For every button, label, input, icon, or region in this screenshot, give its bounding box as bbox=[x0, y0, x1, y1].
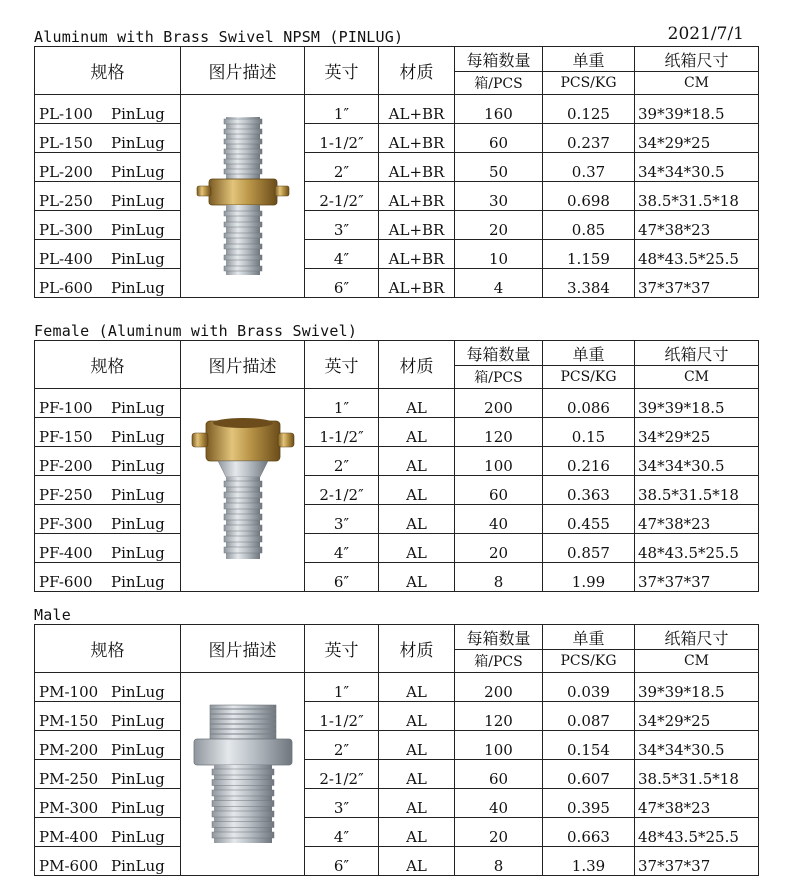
inch-cell: 1-1/2″ bbox=[305, 124, 379, 153]
model-name: PinLug bbox=[111, 683, 165, 701]
model-name: PinLug bbox=[111, 105, 165, 123]
header-qty-unit: 箱/PCS bbox=[455, 366, 543, 389]
qty-cell: 60 bbox=[455, 476, 543, 505]
table-header-row bbox=[35, 47, 759, 72]
spec-cell bbox=[35, 211, 181, 240]
inch-cell: 2″ bbox=[305, 447, 379, 476]
model-code: PF-300 bbox=[39, 515, 93, 533]
header-image: 图片描述 bbox=[181, 47, 305, 95]
table-row bbox=[35, 731, 759, 760]
table-row bbox=[35, 389, 759, 418]
header-carton: 纸箱尺寸 bbox=[635, 341, 759, 366]
weight-cell: 0.039 bbox=[543, 673, 635, 702]
model-name: PinLug bbox=[111, 573, 165, 591]
product-image bbox=[181, 95, 305, 298]
table-row bbox=[35, 760, 759, 789]
material-cell: AL bbox=[379, 847, 455, 876]
qty-cell: 4 bbox=[455, 269, 543, 298]
carton-cell: 48*43.5*25.5 bbox=[635, 240, 759, 269]
spec-cell bbox=[35, 563, 181, 592]
model-name: PinLug bbox=[111, 712, 165, 730]
product-image bbox=[181, 673, 305, 876]
model-code: PF-250 bbox=[39, 486, 93, 504]
qty-cell: 120 bbox=[455, 418, 543, 447]
inch-cell: 3″ bbox=[305, 211, 379, 240]
material-cell: AL bbox=[379, 789, 455, 818]
weight-cell: 0.363 bbox=[543, 476, 635, 505]
qty-cell: 8 bbox=[455, 847, 543, 876]
spec-cell bbox=[35, 124, 181, 153]
material-cell: AL bbox=[379, 673, 455, 702]
material-cell: AL bbox=[379, 476, 455, 505]
header-material: 材质 bbox=[379, 625, 455, 673]
weight-cell: 0.125 bbox=[543, 95, 635, 124]
weight-cell: 0.237 bbox=[543, 124, 635, 153]
product-image bbox=[181, 389, 305, 592]
inch-cell: 4″ bbox=[305, 240, 379, 269]
section-title: Male bbox=[34, 606, 71, 624]
qty-cell: 8 bbox=[455, 563, 543, 592]
weight-cell: 0.37 bbox=[543, 153, 635, 182]
material-cell: AL bbox=[379, 447, 455, 476]
model-code: PL-300 bbox=[39, 221, 93, 239]
model-code: PL-600 bbox=[39, 279, 93, 297]
spec-cell bbox=[35, 269, 181, 298]
spec-cell bbox=[35, 476, 181, 505]
spec-cell bbox=[35, 702, 181, 731]
model-name: PinLug bbox=[111, 828, 165, 846]
header-material: 材质 bbox=[379, 47, 455, 95]
spec-cell bbox=[35, 505, 181, 534]
header-material: 材质 bbox=[379, 341, 455, 389]
pinlug-swivel-coupling-icon bbox=[181, 111, 304, 281]
qty-cell: 200 bbox=[455, 389, 543, 418]
model-code: PF-150 bbox=[39, 428, 93, 446]
model-name: PinLug bbox=[111, 399, 165, 417]
header-image: 图片描述 bbox=[181, 625, 305, 673]
carton-cell: 37*37*37 bbox=[635, 847, 759, 876]
weight-cell: 0.087 bbox=[543, 702, 635, 731]
model-name: PinLug bbox=[111, 428, 165, 446]
table-header-row bbox=[35, 625, 759, 650]
weight-cell: 3.384 bbox=[543, 269, 635, 298]
model-name: PinLug bbox=[111, 515, 165, 533]
inch-cell: 1-1/2″ bbox=[305, 702, 379, 731]
weight-cell: 0.086 bbox=[543, 389, 635, 418]
qty-cell: 40 bbox=[455, 505, 543, 534]
inch-cell: 2″ bbox=[305, 153, 379, 182]
spec-cell bbox=[35, 95, 181, 124]
weight-cell: 0.607 bbox=[543, 760, 635, 789]
spec-cell bbox=[35, 418, 181, 447]
carton-cell: 37*37*37 bbox=[635, 269, 759, 298]
weight-cell: 0.455 bbox=[543, 505, 635, 534]
qty-cell: 160 bbox=[455, 95, 543, 124]
header-spec: 规格 bbox=[35, 47, 181, 95]
model-name: PinLug bbox=[111, 134, 165, 152]
carton-cell: 34*29*25 bbox=[635, 702, 759, 731]
product-table bbox=[34, 46, 759, 298]
model-name: PinLug bbox=[111, 770, 165, 788]
model-code: PM-250 bbox=[39, 770, 99, 788]
header-qty: 每箱数量 bbox=[455, 47, 543, 72]
table-row bbox=[35, 124, 759, 153]
table-row bbox=[35, 673, 759, 702]
qty-cell: 120 bbox=[455, 702, 543, 731]
spec-cell bbox=[35, 153, 181, 182]
material-cell: AL bbox=[379, 418, 455, 447]
carton-cell: 39*39*18.5 bbox=[635, 673, 759, 702]
weight-cell: 0.395 bbox=[543, 789, 635, 818]
table-row bbox=[35, 153, 759, 182]
table-row bbox=[35, 818, 759, 847]
inch-cell: 4″ bbox=[305, 818, 379, 847]
model-code: PL-200 bbox=[39, 163, 93, 181]
spec-cell bbox=[35, 534, 181, 563]
model-code: PF-600 bbox=[39, 573, 93, 591]
spec-cell bbox=[35, 389, 181, 418]
table-row bbox=[35, 476, 759, 505]
table-row bbox=[35, 563, 759, 592]
material-cell: AL bbox=[379, 505, 455, 534]
inch-cell: 1-1/2″ bbox=[305, 418, 379, 447]
model-code: PM-400 bbox=[39, 828, 99, 846]
model-name: PinLug bbox=[111, 279, 165, 297]
qty-cell: 30 bbox=[455, 182, 543, 211]
model-name: PinLug bbox=[111, 741, 165, 759]
female-coupling-icon bbox=[181, 415, 304, 565]
carton-cell: 37*37*37 bbox=[635, 563, 759, 592]
weight-cell: 1.39 bbox=[543, 847, 635, 876]
model-code: PL-400 bbox=[39, 250, 93, 268]
qty-cell: 20 bbox=[455, 534, 543, 563]
header-weight-unit: PCS/KG bbox=[543, 650, 635, 673]
inch-cell: 2-1/2″ bbox=[305, 182, 379, 211]
header-weight-unit: PCS/KG bbox=[543, 72, 635, 95]
inch-cell: 6″ bbox=[305, 563, 379, 592]
model-name: PinLug bbox=[111, 544, 165, 562]
material-cell: AL+BR bbox=[379, 269, 455, 298]
model-name: PinLug bbox=[111, 250, 165, 268]
weight-cell: 0.85 bbox=[543, 211, 635, 240]
table-row bbox=[35, 182, 759, 211]
model-name: PinLug bbox=[111, 221, 165, 239]
carton-cell: 38.5*31.5*18 bbox=[635, 182, 759, 211]
model-name: PinLug bbox=[111, 857, 165, 875]
spec-cell bbox=[35, 789, 181, 818]
carton-cell: 34*34*30.5 bbox=[635, 731, 759, 760]
material-cell: AL bbox=[379, 731, 455, 760]
table-row bbox=[35, 240, 759, 269]
header-carton: 纸箱尺寸 bbox=[635, 47, 759, 72]
weight-cell: 0.216 bbox=[543, 447, 635, 476]
section-title: Female (Aluminum with Brass Swivel) bbox=[34, 322, 358, 340]
model-name: PinLug bbox=[111, 457, 165, 475]
header-weight: 单重 bbox=[543, 47, 635, 72]
weight-cell: 1.99 bbox=[543, 563, 635, 592]
material-cell: AL bbox=[379, 563, 455, 592]
inch-cell: 1″ bbox=[305, 673, 379, 702]
table-row bbox=[35, 505, 759, 534]
model-code: PF-400 bbox=[39, 544, 93, 562]
material-cell: AL+BR bbox=[379, 153, 455, 182]
table-row bbox=[35, 269, 759, 298]
qty-cell: 20 bbox=[455, 211, 543, 240]
header-inch: 英寸 bbox=[305, 341, 379, 389]
carton-cell: 48*43.5*25.5 bbox=[635, 534, 759, 563]
model-code: PF-100 bbox=[39, 399, 93, 417]
model-code: PL-250 bbox=[39, 192, 93, 210]
header-spec: 规格 bbox=[35, 625, 181, 673]
model-name: PinLug bbox=[111, 486, 165, 504]
material-cell: AL+BR bbox=[379, 95, 455, 124]
header-carton-unit: CM bbox=[635, 650, 759, 673]
table-row bbox=[35, 847, 759, 876]
table-row bbox=[35, 789, 759, 818]
weight-cell: 0.663 bbox=[543, 818, 635, 847]
header-image: 图片描述 bbox=[181, 341, 305, 389]
qty-cell: 40 bbox=[455, 789, 543, 818]
material-cell: AL bbox=[379, 702, 455, 731]
document-date: 2021/7/1 bbox=[667, 24, 744, 44]
material-cell: AL bbox=[379, 534, 455, 563]
header-carton: 纸箱尺寸 bbox=[635, 625, 759, 650]
header-qty-unit: 箱/PCS bbox=[455, 72, 543, 95]
material-cell: AL+BR bbox=[379, 182, 455, 211]
inch-cell: 1″ bbox=[305, 389, 379, 418]
carton-cell: 47*38*23 bbox=[635, 505, 759, 534]
table-row bbox=[35, 447, 759, 476]
header-inch: 英寸 bbox=[305, 625, 379, 673]
spec-cell bbox=[35, 818, 181, 847]
male-coupling-icon bbox=[181, 699, 304, 849]
material-cell: AL+BR bbox=[379, 211, 455, 240]
model-name: PinLug bbox=[111, 163, 165, 181]
carton-cell: 34*29*25 bbox=[635, 124, 759, 153]
inch-cell: 1″ bbox=[305, 95, 379, 124]
header-carton-unit: CM bbox=[635, 72, 759, 95]
inch-cell: 4″ bbox=[305, 534, 379, 563]
qty-cell: 100 bbox=[455, 731, 543, 760]
spec-cell bbox=[35, 182, 181, 211]
weight-cell: 0.154 bbox=[543, 731, 635, 760]
table-row bbox=[35, 211, 759, 240]
inch-cell: 3″ bbox=[305, 505, 379, 534]
weight-cell: 0.698 bbox=[543, 182, 635, 211]
spec-cell bbox=[35, 673, 181, 702]
material-cell: AL+BR bbox=[379, 124, 455, 153]
weight-cell: 1.159 bbox=[543, 240, 635, 269]
weight-cell: 0.857 bbox=[543, 534, 635, 563]
section-title: Aluminum with Brass Swivel NPSM (PINLUG) bbox=[34, 28, 404, 46]
spec-cell bbox=[35, 847, 181, 876]
spec-cell bbox=[35, 760, 181, 789]
model-code: PM-300 bbox=[39, 799, 99, 817]
table-row bbox=[35, 95, 759, 124]
inch-cell: 6″ bbox=[305, 269, 379, 298]
material-cell: AL bbox=[379, 818, 455, 847]
model-code: PM-150 bbox=[39, 712, 99, 730]
spec-cell bbox=[35, 240, 181, 269]
table-row bbox=[35, 534, 759, 563]
model-code: PM-600 bbox=[39, 857, 99, 875]
carton-cell: 34*29*25 bbox=[635, 418, 759, 447]
product-table bbox=[34, 340, 759, 592]
model-code: PL-100 bbox=[39, 105, 93, 123]
material-cell: AL bbox=[379, 389, 455, 418]
inch-cell: 2-1/2″ bbox=[305, 476, 379, 505]
header-weight-unit: PCS/KG bbox=[543, 366, 635, 389]
carton-cell: 38.5*31.5*18 bbox=[635, 476, 759, 505]
table-row bbox=[35, 702, 759, 731]
weight-cell: 0.15 bbox=[543, 418, 635, 447]
inch-cell: 2″ bbox=[305, 731, 379, 760]
model-code: PM-200 bbox=[39, 741, 99, 759]
header-qty: 每箱数量 bbox=[455, 341, 543, 366]
qty-cell: 50 bbox=[455, 153, 543, 182]
model-name: PinLug bbox=[111, 192, 165, 210]
carton-cell: 34*34*30.5 bbox=[635, 447, 759, 476]
carton-cell: 48*43.5*25.5 bbox=[635, 818, 759, 847]
qty-cell: 60 bbox=[455, 124, 543, 153]
header-inch: 英寸 bbox=[305, 47, 379, 95]
carton-cell: 47*38*23 bbox=[635, 789, 759, 818]
table-header-row bbox=[35, 341, 759, 366]
model-name: PinLug bbox=[111, 799, 165, 817]
qty-cell: 100 bbox=[455, 447, 543, 476]
carton-cell: 39*39*18.5 bbox=[635, 95, 759, 124]
model-code: PF-200 bbox=[39, 457, 93, 475]
qty-cell: 10 bbox=[455, 240, 543, 269]
inch-cell: 6″ bbox=[305, 847, 379, 876]
spec-cell bbox=[35, 731, 181, 760]
header-qty-unit: 箱/PCS bbox=[455, 650, 543, 673]
inch-cell: 3″ bbox=[305, 789, 379, 818]
header-weight: 单重 bbox=[543, 625, 635, 650]
model-code: PL-150 bbox=[39, 134, 93, 152]
carton-cell: 38.5*31.5*18 bbox=[635, 760, 759, 789]
qty-cell: 200 bbox=[455, 673, 543, 702]
model-code: PM-100 bbox=[39, 683, 99, 701]
product-table bbox=[34, 624, 759, 876]
spec-cell bbox=[35, 447, 181, 476]
material-cell: AL bbox=[379, 760, 455, 789]
table-row bbox=[35, 418, 759, 447]
header-carton-unit: CM bbox=[635, 366, 759, 389]
material-cell: AL+BR bbox=[379, 240, 455, 269]
carton-cell: 34*34*30.5 bbox=[635, 153, 759, 182]
carton-cell: 47*38*23 bbox=[635, 211, 759, 240]
header-spec: 规格 bbox=[35, 341, 181, 389]
qty-cell: 60 bbox=[455, 760, 543, 789]
header-weight: 单重 bbox=[543, 341, 635, 366]
carton-cell: 39*39*18.5 bbox=[635, 389, 759, 418]
header-qty: 每箱数量 bbox=[455, 625, 543, 650]
inch-cell: 2-1/2″ bbox=[305, 760, 379, 789]
qty-cell: 20 bbox=[455, 818, 543, 847]
